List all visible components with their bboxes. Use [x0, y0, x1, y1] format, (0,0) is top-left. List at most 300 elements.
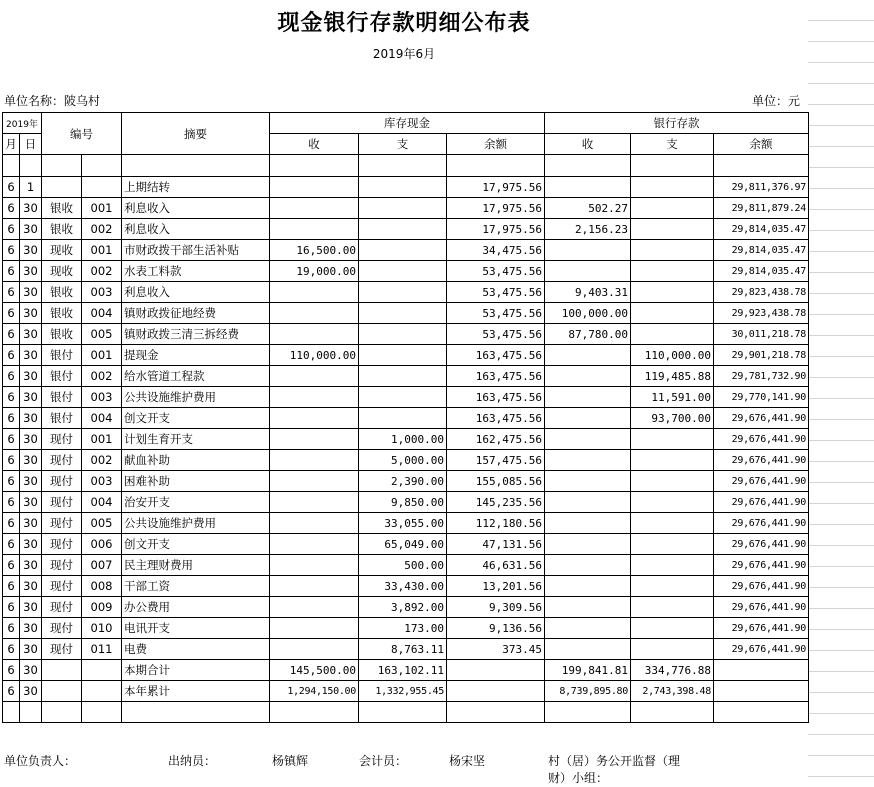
month-cell: 6: [3, 618, 20, 639]
cash-income-cell: [270, 219, 359, 240]
cash-expense-cell: 3,892.00: [359, 597, 447, 618]
day-cell: 30: [20, 471, 42, 492]
cash-income-cell: [270, 555, 359, 576]
voucher-number-cell: 001: [82, 429, 122, 450]
bank-income-cell: [545, 177, 631, 198]
bank-income-cell: [545, 408, 631, 429]
month-cell: 6: [3, 282, 20, 303]
voucher-number-cell: 004: [82, 303, 122, 324]
bank-expense-cell: [631, 513, 714, 534]
cash-balance-cell: [447, 660, 545, 681]
unit-name: 单位名称：陂乌村: [4, 94, 101, 108]
month-cell: 6: [3, 345, 20, 366]
summary-cell: 治安开支: [122, 492, 270, 513]
voucher-type-cell: 现付: [42, 597, 82, 618]
bank-balance-cell: 29,814,035.47: [714, 219, 809, 240]
voucher-number-cell: 005: [82, 324, 122, 345]
day-cell: 30: [20, 408, 42, 429]
bank-balance-cell: 29,823,438.78: [714, 282, 809, 303]
summary-cell: 计划生育开支: [122, 429, 270, 450]
day-cell: 30: [20, 534, 42, 555]
bank-income-cell: [545, 471, 631, 492]
ledger-body: [3, 177, 809, 702]
spreadsheet-gridlines: [808, 0, 874, 787]
cash-income-cell: [270, 597, 359, 618]
cash-balance-cell: 47,131.56: [447, 534, 545, 555]
voucher-number-cell: 002: [82, 450, 122, 471]
bank-balance-cell: 29,676,441.90: [714, 408, 809, 429]
cash-income-cell: [270, 534, 359, 555]
bank-income-cell: 502.27: [545, 198, 631, 219]
summary-cell: 水表工料款: [122, 261, 270, 282]
bank-expense-cell: [631, 324, 714, 345]
month-cell: 6: [3, 534, 20, 555]
bank-expense-cell: [631, 303, 714, 324]
voucher-type-cell: 现付: [42, 534, 82, 555]
cash-income-cell: [270, 513, 359, 534]
summary-cell: 公共设施维护费用: [122, 387, 270, 408]
voucher-type-cell: 现付: [42, 513, 82, 534]
voucher-type-cell: 银付: [42, 345, 82, 366]
cash-expense-cell: 1,000.00: [359, 429, 447, 450]
bank-balance-cell: [714, 681, 809, 702]
table-row: [3, 366, 809, 387]
voucher-type-cell: 银付: [42, 408, 82, 429]
summary-cell: 镇财政拨三清三拆经费: [122, 324, 270, 345]
cash-balance-cell: 145,235.56: [447, 492, 545, 513]
cash-expense-cell: [359, 282, 447, 303]
voucher-type-cell: 银收: [42, 324, 82, 345]
cash-expense-cell: [359, 303, 447, 324]
summary-cell: 上期结转: [122, 177, 270, 198]
summary-cell: 给水管道工程款: [122, 366, 270, 387]
month-cell: 6: [3, 198, 20, 219]
month-cell: 6: [3, 387, 20, 408]
cash-income-cell: [270, 576, 359, 597]
page-title: 现金银行存款明细公布表: [277, 11, 531, 36]
summary-cell: 办公费用: [122, 597, 270, 618]
cash-expense-cell: [359, 408, 447, 429]
cash-income-cell: [270, 471, 359, 492]
cash-income-cell: [270, 324, 359, 345]
table-row: [3, 282, 809, 303]
day-cell: 30: [20, 429, 42, 450]
table-row: [3, 387, 809, 408]
accountant-name: 杨宋坚: [449, 754, 486, 768]
cash-balance-cell: 17,975.56: [447, 219, 545, 240]
cash-balance-cell: 162,475.56: [447, 429, 545, 450]
summary-cell: 利息收入: [122, 198, 270, 219]
table-row: [3, 534, 809, 555]
month-cell: 6: [3, 429, 20, 450]
bank-income-cell: 100,000.00: [545, 303, 631, 324]
voucher-type-cell: 现付: [42, 450, 82, 471]
cash-balance-cell: 17,975.56: [447, 177, 545, 198]
month-cell: 6: [3, 555, 20, 576]
day-cell: 30: [20, 240, 42, 261]
voucher-type-cell: 现付: [42, 555, 82, 576]
table-row: [3, 261, 809, 282]
period: 2019年6月: [372, 47, 436, 61]
month-cell: 6: [3, 303, 20, 324]
cash-balance-cell: 53,475.56: [447, 303, 545, 324]
cash-income-cell: 1,294,150.00: [270, 681, 359, 702]
year-header: 2019年: [3, 113, 42, 134]
summary-cell: 困难补助: [122, 471, 270, 492]
bank-balance-cell: 29,676,441.90: [714, 639, 809, 660]
cash-expense-cell: 65,049.00: [359, 534, 447, 555]
table-row: [3, 597, 809, 618]
voucher-number-cell: 003: [82, 282, 122, 303]
summary-cell: 干部工资: [122, 576, 270, 597]
day-cell: 30: [20, 282, 42, 303]
summary-cell: 创文开支: [122, 408, 270, 429]
spacer-row: [3, 155, 809, 177]
bank-balance-cell: 29,676,441.90: [714, 492, 809, 513]
cash-income-header: 收: [270, 134, 359, 155]
bank-income-cell: [545, 366, 631, 387]
cash-expense-cell: 163,102.11: [359, 660, 447, 681]
day-cell: 30: [20, 387, 42, 408]
month-cell: 6: [3, 492, 20, 513]
cash-balance-cell: 9,136.56: [447, 618, 545, 639]
bank-expense-cell: 110,000.00: [631, 345, 714, 366]
month-header: 月: [3, 134, 20, 155]
bank-balance-cell: 29,676,441.90: [714, 555, 809, 576]
table-row: [3, 429, 809, 450]
bank-expense-cell: [631, 219, 714, 240]
accountant-label: 会计员：: [359, 754, 408, 768]
bank-expense-cell: [631, 177, 714, 198]
voucher-number-cell: 010: [82, 618, 122, 639]
day-cell: 30: [20, 639, 42, 660]
cash-income-cell: [270, 387, 359, 408]
cash-expense-cell: 33,430.00: [359, 576, 447, 597]
voucher-number-cell: [82, 660, 122, 681]
voucher-number-cell: 007: [82, 555, 122, 576]
cash-expense-cell: 8,763.11: [359, 639, 447, 660]
cash-income-cell: [270, 282, 359, 303]
cash-expense-cell: [359, 198, 447, 219]
cash-balance-cell: 34,475.56: [447, 240, 545, 261]
table-row: [3, 576, 809, 597]
day-cell: 30: [20, 324, 42, 345]
table-row: [3, 198, 809, 219]
summary-header: 摘要: [122, 113, 270, 155]
summary-cell: 献血补助: [122, 450, 270, 471]
bank-balance-cell: 29,676,441.90: [714, 618, 809, 639]
summary-cell: 利息收入: [122, 219, 270, 240]
bank-income-cell: [545, 240, 631, 261]
table-row: [3, 639, 809, 660]
cash-balance-cell: 9,309.56: [447, 597, 545, 618]
voucher-type-cell: 银付: [42, 366, 82, 387]
supervision-label-line2: 财）小组：: [548, 771, 609, 785]
bank-income-header: 收: [545, 134, 631, 155]
cash-expense-header: 支: [359, 134, 447, 155]
bank-income-cell: [545, 534, 631, 555]
cash-balance-cell: 53,475.56: [447, 282, 545, 303]
bank-income-cell: [545, 450, 631, 471]
bank-expense-cell: [631, 492, 714, 513]
bank-expense-cell: 334,776.88: [631, 660, 714, 681]
bank-income-cell: 8,739,895.80: [545, 681, 631, 702]
day-cell: 30: [20, 450, 42, 471]
cashier-label: 出纳员：: [168, 754, 217, 768]
bank-balance-cell: 29,676,441.90: [714, 513, 809, 534]
month-cell: 6: [3, 177, 20, 198]
cash-balance-cell: 112,180.56: [447, 513, 545, 534]
table-row: [3, 240, 809, 261]
cash-expense-cell: [359, 261, 447, 282]
cash-income-cell: [270, 198, 359, 219]
voucher-number-cell: 001: [82, 198, 122, 219]
bank-balance-cell: 29,923,438.78: [714, 303, 809, 324]
bank-expense-cell: 119,485.88: [631, 366, 714, 387]
table-row: [3, 471, 809, 492]
month-cell: 6: [3, 324, 20, 345]
table-row: [3, 555, 809, 576]
voucher-number-cell: 001: [82, 345, 122, 366]
day-cell: 30: [20, 513, 42, 534]
table-row: [3, 618, 809, 639]
cash-balance-cell: 17,975.56: [447, 198, 545, 219]
table-row: [3, 660, 809, 681]
month-cell: 6: [3, 639, 20, 660]
cash-income-cell: [270, 639, 359, 660]
cash-expense-cell: [359, 387, 447, 408]
month-cell: 6: [3, 660, 20, 681]
cash-expense-cell: 500.00: [359, 555, 447, 576]
bank-expense-cell: [631, 639, 714, 660]
cash-expense-cell: 5,000.00: [359, 450, 447, 471]
bank-income-cell: [545, 618, 631, 639]
bank-expense-cell: 93,700.00: [631, 408, 714, 429]
table-row: [3, 345, 809, 366]
day-cell: 1: [20, 177, 42, 198]
voucher-number-cell: 004: [82, 408, 122, 429]
cash-income-cell: [270, 618, 359, 639]
month-cell: 6: [3, 366, 20, 387]
bank-income-cell: 87,780.00: [545, 324, 631, 345]
month-cell: 6: [3, 261, 20, 282]
bank-income-cell: 199,841.81: [545, 660, 631, 681]
blank-row: [3, 702, 809, 723]
cash-income-cell: [270, 303, 359, 324]
month-cell: 6: [3, 681, 20, 702]
day-cell: 30: [20, 198, 42, 219]
cash-balance-header: 余额: [447, 134, 545, 155]
cash-expense-cell: 173.00: [359, 618, 447, 639]
day-cell: 30: [20, 303, 42, 324]
bank-income-cell: [545, 345, 631, 366]
bank-expense-cell: 11,591.00: [631, 387, 714, 408]
cash-balance-cell: 155,085.56: [447, 471, 545, 492]
cash-expense-cell: 33,055.00: [359, 513, 447, 534]
summary-cell: 市财政拨干部生活补贴: [122, 240, 270, 261]
voucher-type-cell: 现收: [42, 240, 82, 261]
summary-cell: 创文开支: [122, 534, 270, 555]
cash-expense-cell: [359, 366, 447, 387]
voucher-type-cell: 现付: [42, 471, 82, 492]
month-cell: 6: [3, 576, 20, 597]
table-row: [3, 219, 809, 240]
cash-income-cell: 145,500.00: [270, 660, 359, 681]
month-cell: 6: [3, 240, 20, 261]
bank-income-cell: 2,156.23: [545, 219, 631, 240]
cash-balance-cell: 46,631.56: [447, 555, 545, 576]
bank-income-cell: [545, 639, 631, 660]
bank-balance-cell: 29,811,879.24: [714, 198, 809, 219]
voucher-type-cell: 银收: [42, 219, 82, 240]
table-row: [3, 303, 809, 324]
bank-expense-cell: [631, 576, 714, 597]
bank-balance-cell: 29,676,441.90: [714, 450, 809, 471]
summary-cell: 利息收入: [122, 282, 270, 303]
bank-expense-cell: [631, 240, 714, 261]
bank-expense-cell: [631, 282, 714, 303]
day-cell: 30: [20, 261, 42, 282]
summary-cell: 民主理财费用: [122, 555, 270, 576]
day-cell: 30: [20, 660, 42, 681]
bank-header: 银行存款: [545, 113, 809, 134]
cash-income-cell: [270, 429, 359, 450]
day-cell: 30: [20, 492, 42, 513]
summary-cell: 本期合计: [122, 660, 270, 681]
cash-income-cell: [270, 366, 359, 387]
table-row: [3, 492, 809, 513]
voucher-type-cell: [42, 177, 82, 198]
bank-balance-cell: 29,814,035.47: [714, 261, 809, 282]
bank-expense-cell: [631, 555, 714, 576]
voucher-type-cell: 现付: [42, 639, 82, 660]
bank-balance-cell: 29,676,441.90: [714, 534, 809, 555]
bank-balance-cell: 29,676,441.90: [714, 597, 809, 618]
bank-balance-cell: 29,811,376.97: [714, 177, 809, 198]
summary-cell: 电费: [122, 639, 270, 660]
month-cell: 6: [3, 450, 20, 471]
voucher-type-cell: 银付: [42, 387, 82, 408]
voucher-number-cell: 011: [82, 639, 122, 660]
cash-income-cell: 16,500.00: [270, 240, 359, 261]
table-row: [3, 324, 809, 345]
cash-expense-cell: 2,390.00: [359, 471, 447, 492]
cash-expense-cell: 9,850.00: [359, 492, 447, 513]
summary-cell: 提现金: [122, 345, 270, 366]
cash-balance-cell: 373.45: [447, 639, 545, 660]
voucher-number-cell: [82, 177, 122, 198]
bank-income-cell: [545, 513, 631, 534]
supervision-label-line1: 村（居）务公开监督（理: [548, 754, 681, 768]
voucher-number-cell: 005: [82, 513, 122, 534]
day-cell: 30: [20, 576, 42, 597]
bank-income-cell: [545, 597, 631, 618]
bank-expense-cell: [631, 450, 714, 471]
bank-balance-cell: 29,781,732.90: [714, 366, 809, 387]
month-cell: 6: [3, 513, 20, 534]
day-cell: 30: [20, 618, 42, 639]
voucher-type-cell: 银收: [42, 282, 82, 303]
month-cell: 6: [3, 408, 20, 429]
cash-balance-cell: 53,475.56: [447, 261, 545, 282]
voucher-number-cell: 009: [82, 597, 122, 618]
currency-unit: 单位：元: [752, 94, 801, 108]
cash-income-cell: 19,000.00: [270, 261, 359, 282]
bank-income-cell: [545, 429, 631, 450]
day-header: 日: [20, 134, 42, 155]
voucher-number-cell: 002: [82, 261, 122, 282]
cash-balance-cell: 53,475.56: [447, 324, 545, 345]
bank-balance-cell: 29,676,441.90: [714, 576, 809, 597]
bank-expense-cell: [631, 618, 714, 639]
bank-expense-cell: 2,743,398.48: [631, 681, 714, 702]
bank-balance-cell: 29,676,441.90: [714, 471, 809, 492]
ledger-table: [2, 112, 809, 723]
month-cell: 6: [3, 219, 20, 240]
cash-balance-cell: 163,475.56: [447, 408, 545, 429]
day-cell: 30: [20, 219, 42, 240]
voucher-type-cell: [42, 681, 82, 702]
cash-balance-cell: 163,475.56: [447, 387, 545, 408]
bank-expense-header: 支: [631, 134, 714, 155]
table-row: [3, 177, 809, 198]
bank-expense-cell: [631, 471, 714, 492]
cashier-name: 杨镇辉: [272, 754, 309, 768]
voucher-type-cell: 银收: [42, 198, 82, 219]
cash-expense-cell: [359, 240, 447, 261]
bank-balance-cell: 29,676,441.90: [714, 429, 809, 450]
bank-expense-cell: [631, 198, 714, 219]
voucher-type-cell: 现付: [42, 576, 82, 597]
cash-expense-cell: [359, 324, 447, 345]
cash-income-cell: [270, 492, 359, 513]
voucher-number-cell: 006: [82, 534, 122, 555]
month-cell: 6: [3, 597, 20, 618]
voucher-number-cell: 001: [82, 240, 122, 261]
summary-cell: 电讯开支: [122, 618, 270, 639]
bank-income-cell: [545, 387, 631, 408]
bank-expense-cell: [631, 429, 714, 450]
bank-balance-cell: [714, 660, 809, 681]
bank-expense-cell: [631, 597, 714, 618]
cash-expense-cell: [359, 345, 447, 366]
cash-income-cell: [270, 450, 359, 471]
table-row: [3, 450, 809, 471]
cash-expense-cell: [359, 219, 447, 240]
cash-income-cell: [270, 408, 359, 429]
cash-header: 库存现金: [270, 113, 545, 134]
cash-balance-cell: 13,201.56: [447, 576, 545, 597]
cash-income-cell: 110,000.00: [270, 345, 359, 366]
cash-expense-cell: [359, 177, 447, 198]
voucher-number-cell: 003: [82, 387, 122, 408]
summary-cell: 镇财政拨征地经费: [122, 303, 270, 324]
table-row: [3, 408, 809, 429]
summary-cell: 公共设施维护费用: [122, 513, 270, 534]
table-row: [3, 681, 809, 702]
bank-balance-cell: 29,814,035.47: [714, 240, 809, 261]
bank-income-cell: 9,403.31: [545, 282, 631, 303]
cash-balance-cell: 163,475.56: [447, 366, 545, 387]
voucher-type-cell: 现付: [42, 492, 82, 513]
voucher-number-cell: 002: [82, 219, 122, 240]
cash-balance-cell: 163,475.56: [447, 345, 545, 366]
day-cell: 30: [20, 555, 42, 576]
voucher-number-cell: 002: [82, 366, 122, 387]
day-cell: 30: [20, 366, 42, 387]
voucher-type-cell: 银收: [42, 303, 82, 324]
bank-income-cell: [545, 492, 631, 513]
